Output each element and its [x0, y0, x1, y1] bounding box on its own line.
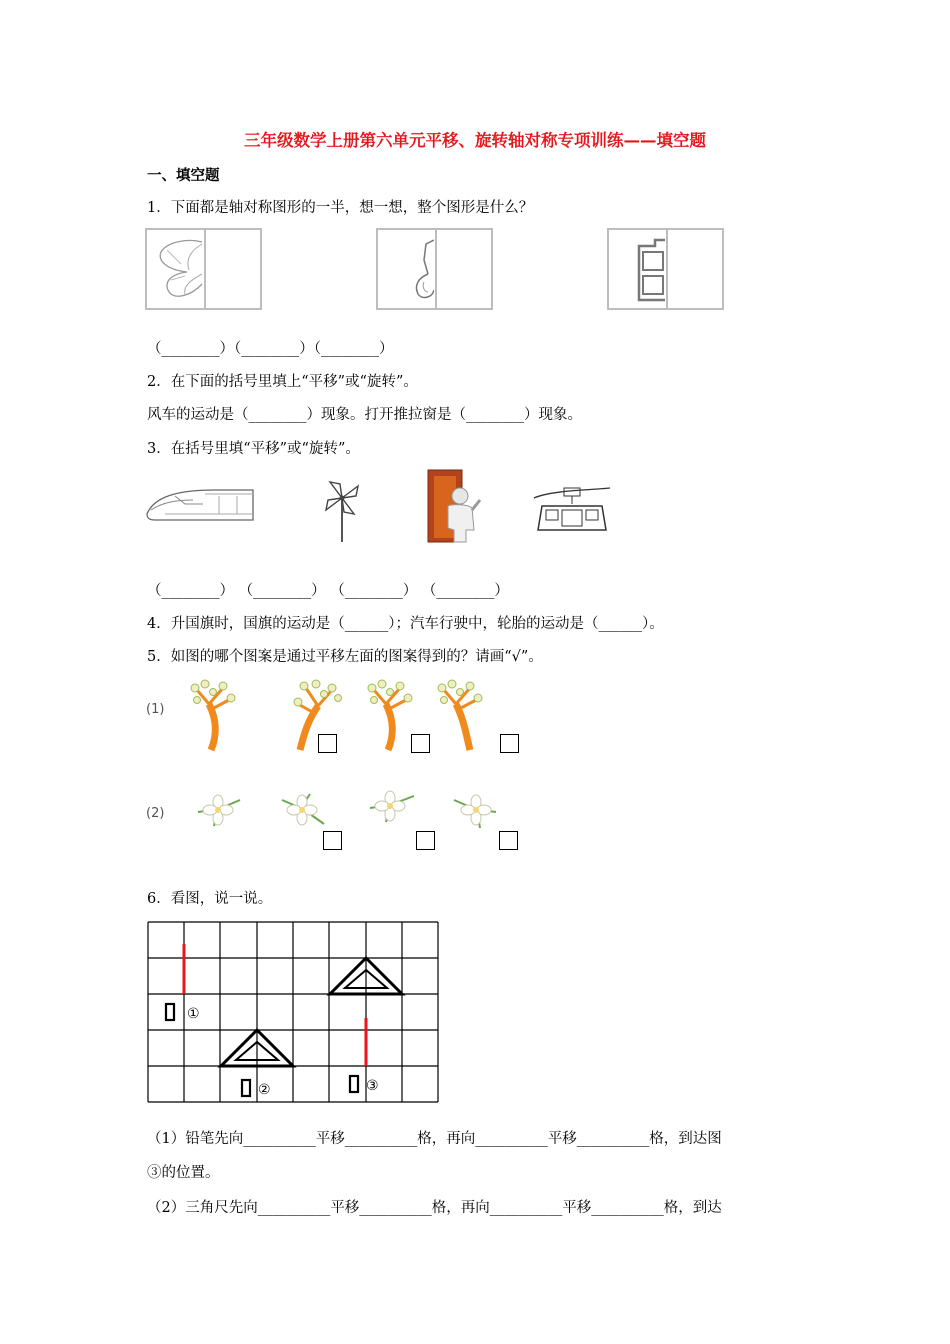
q5-row1-checkbox-2[interactable] — [411, 734, 430, 753]
q5-row1-checkbox-3[interactable] — [500, 734, 519, 753]
flower-option-2-icon — [368, 788, 418, 824]
q2-stem: 2．在下面的括号里填上“平移”或“旋转”。 — [147, 374, 418, 390]
marker-label-3: ③ — [366, 1078, 379, 1094]
q5-row2-label: (2) — [146, 806, 165, 821]
q4-stem[interactable]: 4．升国旗时，国旗的运动是（______）；汽车行驶中，轮胎的运动是（______）。 — [147, 616, 664, 632]
butterfly-half-icon — [147, 230, 203, 308]
marker-label-2: ② — [258, 1082, 271, 1098]
flower-option-1-icon — [280, 792, 326, 832]
q6-sub2-line1[interactable]: （2）三角尺先向__________平移__________格，再向__________平移__________格，到达 — [147, 1200, 722, 1216]
q5-row2-checkbox-3[interactable] — [499, 831, 518, 850]
q3-answer-blanks[interactable]: （________） （________） （________） （________） — [147, 583, 509, 599]
q3-stem: 3．在括号里填“平移”或“旋转”。 — [147, 441, 360, 457]
marker-label-1: ① — [187, 1006, 200, 1022]
q1-answer-blanks[interactable]: （________）（________）（________） — [147, 341, 394, 357]
flower-original-icon — [196, 792, 242, 828]
tree-option-3-icon — [430, 676, 488, 752]
q5-stem: 5．如图的哪个图案是通过平移左面的图案得到的？请画“√”。 — [147, 649, 543, 665]
window-half-icon — [609, 230, 665, 308]
high-speed-train-icon — [145, 484, 257, 526]
section-heading: 一、填空题 — [147, 168, 220, 184]
q5-row1-checkbox-1[interactable] — [318, 734, 337, 753]
q1-figure-butterfly — [145, 228, 262, 310]
marker-box-1 — [166, 1004, 174, 1020]
q5-row1-label: (1) — [146, 702, 165, 717]
tree-option-2-icon — [360, 676, 418, 752]
q6-sub1-line2: ③的位置。 — [147, 1165, 220, 1181]
q5-row2-checkbox-2[interactable] — [416, 831, 435, 850]
q6-grid-figure — [146, 920, 442, 1106]
marker-box-2 — [242, 1080, 250, 1096]
cable-car-icon — [532, 484, 612, 536]
q1-figure-window — [607, 228, 724, 310]
tree-option-1-icon — [288, 676, 346, 752]
q1-figure-scissors — [376, 228, 493, 310]
door-opening-icon — [422, 466, 486, 546]
q6-sub1-line1[interactable]: （1）铅笔先向__________平移__________格，再向__________平移__________格，到达图 — [147, 1131, 722, 1147]
q6-stem: 6．看图，说一说。 — [147, 891, 273, 907]
q1-stem: 1．下面都是轴对称图形的一半，想一想，整个图形是什么？ — [147, 200, 534, 216]
pinwheel-icon — [322, 478, 362, 544]
marker-box-3 — [350, 1076, 358, 1092]
q5-row2-checkbox-1[interactable] — [323, 831, 342, 850]
tree-original-icon — [183, 676, 241, 752]
q2-line[interactable]: 风车的运动是（________）现象。打开推拉窗是（________）现象。 — [147, 407, 582, 423]
scissors-half-icon — [378, 230, 434, 308]
page-title: 三年级数学上册第六单元平移、旋转轴对称专项训练——填空题 — [244, 131, 706, 150]
flower-option-3-icon — [452, 792, 498, 832]
